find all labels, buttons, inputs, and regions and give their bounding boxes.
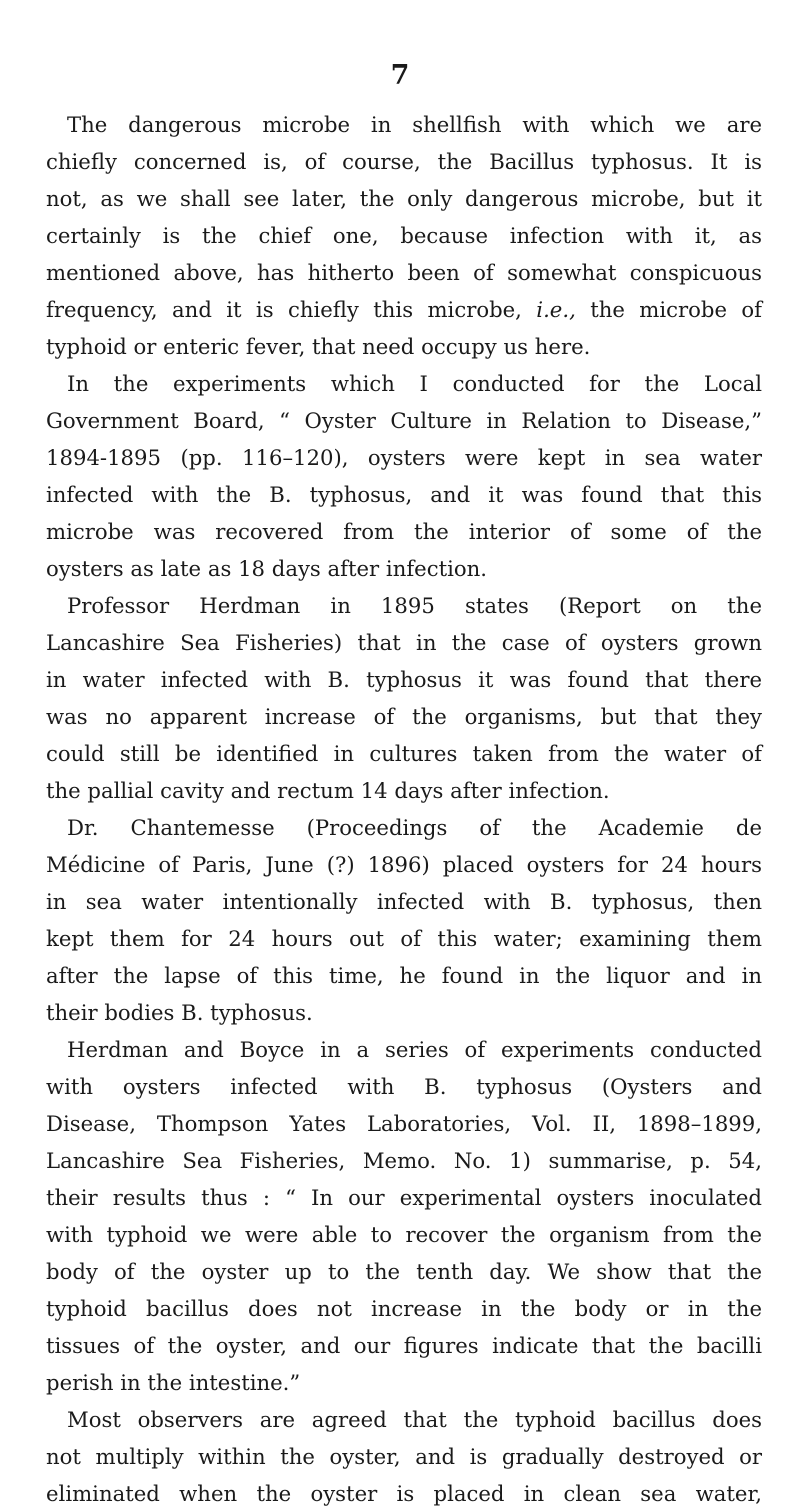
text-line: Dr. Chantemesse (Proceedings of the Academie de	[67, 815, 762, 840]
text-line: with oysters infected with B. typhosus (Oysters and	[46, 1074, 762, 1099]
text-line: typhoid bacillus does not increase in the body or in the	[46, 1296, 762, 1321]
text-line: after the lapse of this time, he found in the liquor and in	[46, 963, 762, 988]
text-line: with typhoid we were able to recover the organism from the	[46, 1222, 762, 1247]
text-line: 1894-1895 (pp. 116–120), oysters were kept in sea water	[46, 445, 762, 470]
text-line: In the experiments which I conducted for the Local	[67, 371, 762, 396]
text-line: microbe was recovered from the interior of some of the	[46, 519, 762, 544]
text-line: Lancashire Sea Fisheries, Memo. No. 1) summarise, p. 54,	[46, 1148, 762, 1173]
text-line: their bodies B. typhosus.	[46, 1000, 313, 1025]
text-line: could still be identified in cultures taken from the water of	[46, 741, 762, 766]
text-line: their results thus : “ In our experimental oysters inoculated	[46, 1185, 762, 1210]
text-line: not, as we shall see later, the only dangerous microbe, but it	[46, 186, 762, 211]
text-line: kept them for 24 hours out of this water; examining them	[46, 926, 762, 951]
text-line: Government Board, “ Oyster Culture in Relation to Disease,”	[46, 408, 762, 433]
text-line: Médicine of Paris, June (?) 1896) placed oysters for 24 hours	[46, 852, 762, 877]
text-line: Lancashire Sea Fisheries) that in the case of oysters grown	[46, 630, 762, 655]
text-line: Disease, Thompson Yates Laboratories, Vol. II, 1898–1899,	[46, 1111, 762, 1136]
text-line: in water infected with B. typhosus it was found that there	[46, 667, 762, 692]
text-line: in sea water intentionally infected with B. typhosus, then	[46, 889, 762, 914]
text-line: perish in the intestine.”	[46, 1370, 301, 1395]
text-line: Herdman and Boyce in a series of experiments conducted	[67, 1037, 762, 1062]
page-number: 7	[390, 60, 410, 91]
text-line: eliminated when the oyster is placed in clean sea water,	[46, 1481, 762, 1506]
text-line: oysters as late as 18 days after infection.	[46, 556, 488, 581]
text-line: body of the oyster up to the tenth day. We show that the	[46, 1259, 762, 1284]
body-text	[46, 106, 762, 1512]
text-line: infected with the B. typhosus, and it was found that this	[46, 482, 762, 507]
text-line: certainly is the chief one, because infection with it, as	[46, 223, 762, 248]
text-line: not multiply within the oyster, and is gradually destroyed or	[46, 1444, 762, 1469]
text-line: typhoid or enteric fever, that need occupy us here.	[46, 334, 591, 359]
text-line: The dangerous microbe in shellfish with which we are	[67, 112, 762, 137]
text-line: frequency, and it is chiefly this microbe, i.e., the microbe of	[46, 297, 762, 322]
text-line: Most observers are agreed that the typhoid bacillus does	[67, 1407, 762, 1432]
text-line: tissues of the oyster, and our figures indicate that the bacilli	[46, 1333, 762, 1358]
text-line: the pallial cavity and rectum 14 days after infection.	[46, 778, 610, 803]
text-line: was no apparent increase of the organisms, but that they	[46, 704, 762, 729]
text-line: Professor Herdman in 1895 states (Report on the	[67, 593, 762, 618]
text-line: chiefly concerned is, of course, the Bacillus typhosus. It is	[46, 149, 762, 174]
text-line: mentioned above, has hitherto been of somewhat conspicuous	[46, 260, 762, 285]
